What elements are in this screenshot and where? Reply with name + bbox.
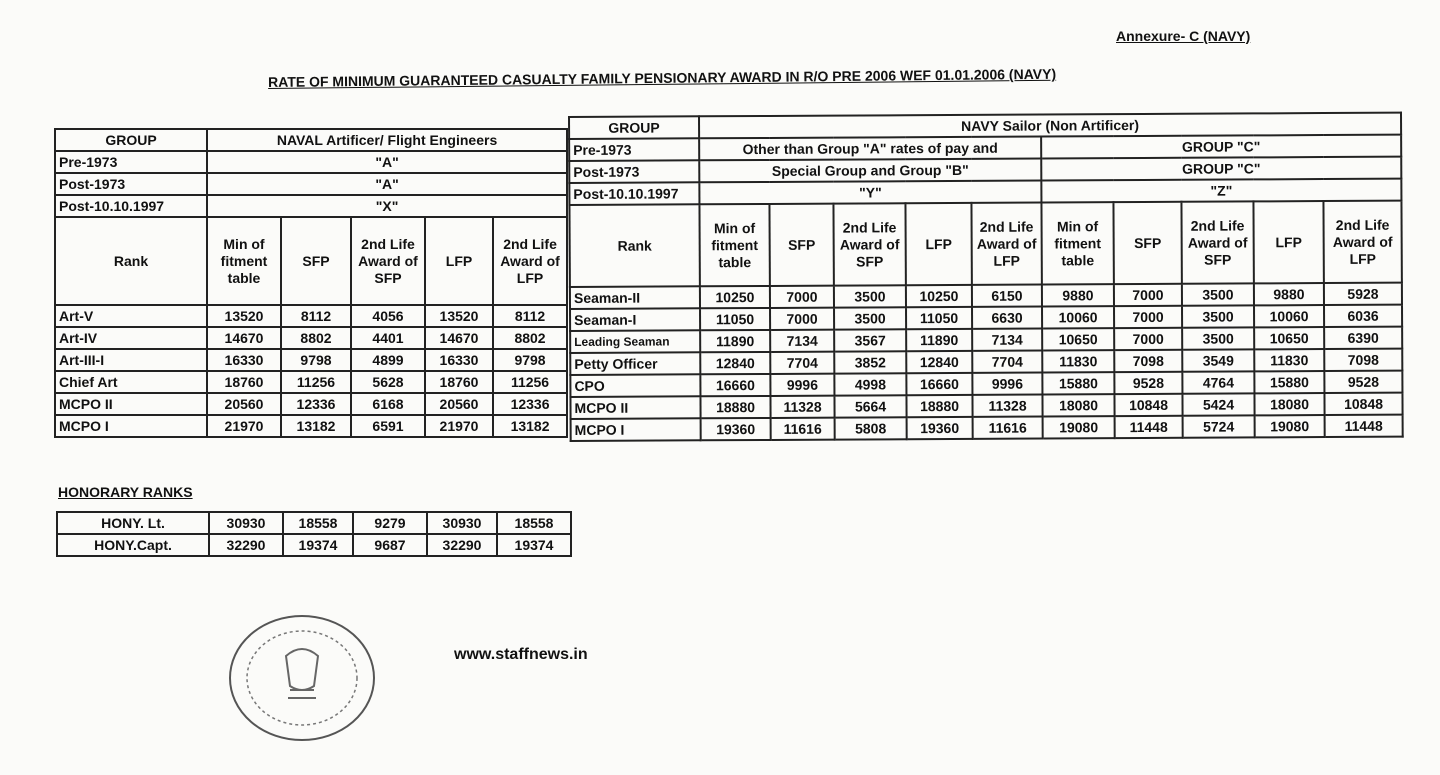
value-cell: 12840	[906, 351, 972, 373]
value-cell: 5424	[1182, 393, 1254, 415]
value-cell: 7000	[1114, 328, 1182, 350]
column-header: 2nd Life Award of SFP	[833, 203, 905, 285]
value-cell: 11448	[1325, 415, 1403, 437]
value-cell: 7000	[770, 286, 834, 308]
value-cell: 30930	[427, 512, 497, 534]
value-cell: 6168	[351, 393, 425, 415]
column-header: Min of fitment table	[207, 217, 281, 305]
table-row	[55, 371, 567, 393]
value-cell: 4401	[351, 327, 425, 349]
rank-cell: CPO	[570, 374, 700, 397]
value-cell: 9279	[353, 512, 427, 534]
value-cell: 3852	[834, 351, 906, 373]
column-header: SFP	[281, 217, 351, 305]
value-cell: 5724	[1183, 415, 1255, 437]
value-cell: 32290	[209, 534, 283, 556]
column-header: Rank	[55, 217, 207, 305]
value-cell: 7134	[770, 330, 834, 352]
value-cell: 11616	[771, 418, 835, 440]
column-header: SFP	[1113, 202, 1181, 284]
value-cell: 11890	[906, 329, 972, 351]
value-cell: 18558	[497, 512, 571, 534]
value-cell: 21970	[207, 415, 281, 437]
value-cell: 19374	[283, 534, 353, 556]
value-cell: 10060	[1254, 305, 1324, 327]
value-cell: 11328	[770, 396, 834, 418]
group-label: GROUP	[55, 129, 207, 151]
column-header: Rank	[569, 204, 699, 287]
value-cell: 10650	[1254, 327, 1324, 349]
rank-cell: HONY.Capt.	[57, 534, 209, 556]
table-row	[57, 512, 571, 534]
rank-cell: Art-IV	[55, 327, 207, 349]
value-cell: 13182	[281, 415, 351, 437]
value-cell: 18880	[906, 395, 972, 417]
z-period-value: GROUP "C"	[1041, 157, 1401, 181]
value-cell: 7098	[1324, 349, 1402, 371]
value-cell: 18760	[207, 371, 281, 393]
value-cell: 18760	[425, 371, 493, 393]
value-cell: 8112	[281, 305, 351, 327]
rank-cell: Art-III-I	[55, 349, 207, 371]
column-header: LFP	[905, 203, 971, 285]
document-title: RATE OF MINIMUM GUARANTEED CASUALTY FAMILY PENSIONARY AWARD IN R/O PRE 2006 WEF 01.01.2006 (NAVY)	[268, 65, 1057, 90]
z-period-value: GROUP "C"	[1041, 135, 1401, 159]
value-cell: 4998	[834, 373, 906, 395]
table-row	[55, 415, 567, 437]
rank-cell: MCPO I	[55, 415, 207, 437]
value-cell: 12336	[281, 393, 351, 415]
column-header: 2nd Life Award of LFP	[1323, 201, 1401, 283]
value-cell: 16660	[906, 373, 972, 395]
value-cell: 10650	[1042, 328, 1114, 350]
value-cell: 13182	[493, 415, 567, 437]
value-cell: 11050	[906, 307, 972, 329]
value-cell: 6390	[1324, 327, 1402, 349]
value-cell: 15880	[1254, 371, 1324, 393]
rank-cell: Seaman-I	[570, 308, 700, 331]
rank-cell: MCPO II	[570, 396, 700, 419]
column-header: 2nd Life Award of SFP	[351, 217, 425, 305]
column-header: Min of fitment table	[1041, 202, 1113, 284]
rank-cell: Leading Seaman	[570, 330, 700, 353]
value-cell: 4764	[1182, 371, 1254, 393]
value-cell: 11890	[700, 330, 770, 352]
value-cell: 6591	[351, 415, 425, 437]
period-label: Post-10.10.1997	[55, 195, 207, 217]
rank-cell: MCPO I	[571, 418, 701, 441]
value-cell: 16330	[207, 349, 281, 371]
column-header: 2nd Life Award of LFP	[493, 217, 567, 305]
value-cell: 19360	[907, 417, 973, 439]
artificer-table	[54, 128, 568, 438]
value-cell: 10060	[1042, 306, 1114, 328]
value-cell: 10250	[906, 285, 972, 307]
value-cell: 11328	[972, 395, 1042, 417]
value-cell: 7704	[972, 351, 1042, 373]
value-cell: 12840	[700, 352, 770, 374]
value-cell: 16660	[700, 374, 770, 396]
table-row	[571, 415, 1403, 441]
value-cell: 13520	[425, 305, 493, 327]
column-header: LFP	[425, 217, 493, 305]
period-value: "A"	[207, 173, 567, 195]
value-cell: 10848	[1114, 394, 1182, 416]
value-cell: 19374	[497, 534, 571, 556]
value-cell: 20560	[207, 393, 281, 415]
value-cell: 18080	[1254, 393, 1324, 415]
value-cell: 6150	[972, 285, 1042, 307]
value-cell: 3500	[1182, 305, 1254, 327]
value-cell: 9798	[281, 349, 351, 371]
value-cell: 16330	[425, 349, 493, 371]
rank-cell: Art-V	[55, 305, 207, 327]
value-cell: 9996	[770, 374, 834, 396]
value-cell: 14670	[425, 327, 493, 349]
value-cell: 8112	[493, 305, 567, 327]
value-cell: 11616	[973, 417, 1043, 439]
group-name: NAVY Sailor (Non Artificer)	[699, 113, 1401, 139]
value-cell: 10250	[700, 286, 770, 308]
value-cell: 11256	[281, 371, 351, 393]
value-cell: 7134	[972, 329, 1042, 351]
value-cell: 3549	[1182, 349, 1254, 371]
value-cell: 7000	[770, 308, 834, 330]
value-cell: 3500	[1182, 283, 1254, 305]
value-cell: 11050	[700, 308, 770, 330]
value-cell: 11448	[1115, 416, 1183, 438]
period-value: "X"	[207, 195, 567, 217]
artificer-rows	[55, 305, 567, 437]
value-cell: 11256	[493, 371, 567, 393]
column-header: 2nd Life Award of SFP	[1181, 201, 1253, 283]
value-cell: 18080	[1042, 394, 1114, 416]
honorary-table	[56, 511, 572, 557]
sailor-rows	[570, 283, 1403, 441]
value-cell: 30930	[209, 512, 283, 534]
value-cell: 9880	[1042, 284, 1114, 306]
column-header: Min of fitment table	[699, 204, 769, 286]
sailor-table	[568, 112, 1404, 442]
y-period-value: "Y"	[699, 181, 1041, 205]
value-cell: 5928	[1324, 283, 1402, 305]
y-period-value: Special Group and Group "B"	[699, 159, 1041, 183]
value-cell: 10848	[1324, 393, 1402, 415]
value-cell: 11830	[1254, 349, 1324, 371]
value-cell: 4056	[351, 305, 425, 327]
value-cell: 9528	[1114, 372, 1182, 394]
rank-cell: Seaman-II	[570, 286, 700, 309]
value-cell: 19080	[1255, 415, 1325, 437]
website-label: www.staffnews.in	[454, 646, 588, 663]
group-label: GROUP	[569, 116, 699, 139]
z-period-value: "Z"	[1041, 179, 1401, 203]
value-cell: 4899	[351, 349, 425, 371]
period-label: Post-1973	[569, 160, 699, 183]
value-cell: 12336	[493, 393, 567, 415]
value-cell: 18558	[283, 512, 353, 534]
value-cell: 14670	[207, 327, 281, 349]
value-cell: 7098	[1114, 350, 1182, 372]
value-cell: 3567	[834, 329, 906, 351]
table-row	[55, 349, 567, 371]
value-cell: 3500	[1182, 327, 1254, 349]
honorary-heading: HONORARY RANKS	[58, 484, 193, 500]
rank-cell: HONY. Lt.	[57, 512, 209, 534]
value-cell: 32290	[427, 534, 497, 556]
value-cell: 19360	[701, 418, 771, 440]
value-cell: 5664	[834, 395, 906, 417]
official-seal-stamp	[226, 612, 378, 744]
value-cell: 6630	[972, 307, 1042, 329]
value-cell: 7000	[1114, 284, 1182, 306]
value-cell: 7000	[1114, 306, 1182, 328]
table-row	[55, 305, 567, 327]
table-row	[55, 327, 567, 349]
value-cell: 20560	[425, 393, 493, 415]
value-cell: 9687	[353, 534, 427, 556]
table-row	[55, 393, 567, 415]
value-cell: 9880	[1254, 283, 1324, 305]
value-cell: 9528	[1324, 371, 1402, 393]
value-cell: 6036	[1324, 305, 1402, 327]
y-period-value: Other than Group "A" rates of pay and	[699, 137, 1041, 161]
rank-cell: Chief Art	[55, 371, 207, 393]
value-cell: 3500	[834, 285, 906, 307]
value-cell: 5628	[351, 371, 425, 393]
period-label: Post-10.10.1997	[569, 182, 699, 205]
table-row	[57, 534, 571, 556]
column-header: SFP	[769, 204, 833, 286]
value-cell: 19080	[1043, 416, 1115, 438]
rank-cell: Petty Officer	[570, 352, 700, 375]
value-cell: 8802	[493, 327, 567, 349]
value-cell: 15880	[1042, 372, 1114, 394]
period-label: Pre-1973	[55, 151, 207, 173]
value-cell: 18880	[700, 396, 770, 418]
value-cell: 21970	[425, 415, 493, 437]
annexure-label: Annexure- C (NAVY)	[1116, 28, 1251, 44]
value-cell: 13520	[207, 305, 281, 327]
period-label: Post-1973	[55, 173, 207, 195]
period-value: "A"	[207, 151, 567, 173]
rank-cell: MCPO II	[55, 393, 207, 415]
value-cell: 9798	[493, 349, 567, 371]
group-name: NAVAL Artificer/ Flight Engineers	[207, 129, 567, 151]
value-cell: 9996	[972, 373, 1042, 395]
period-label: Pre-1973	[569, 138, 699, 161]
column-header: LFP	[1253, 201, 1323, 283]
value-cell: 3500	[834, 307, 906, 329]
value-cell: 11830	[1042, 350, 1114, 372]
value-cell: 8802	[281, 327, 351, 349]
value-cell: 7704	[770, 352, 834, 374]
value-cell: 5808	[835, 417, 907, 439]
column-header: 2nd Life Award of LFP	[971, 203, 1041, 285]
